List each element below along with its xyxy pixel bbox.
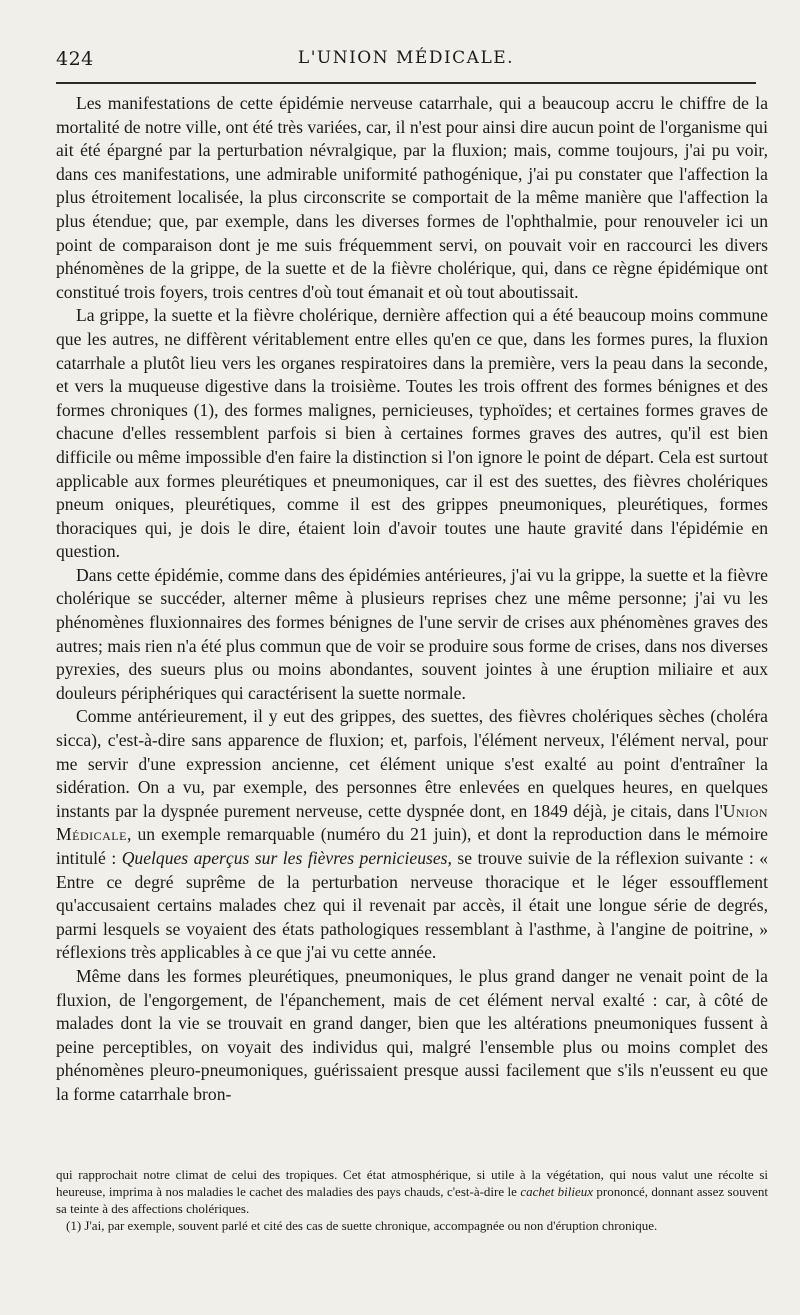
paragraph-1: Les manifestations de cette épidémie nerveuse catarrhale, qui a beaucoup accru le chiffre de la mortalité de notre ville, ont été très variées, car, il n'est pour ainsi dire aucun point de l'organisme qui ait été épargné par la perturbation névralgique, par la fluxion; mais, comme toujours, j'ai pu voir, dans ces manifestations, une admirable uniformité pathogénique, j'ai pu constater que l'affection la plus étroitement localisée, la plus circonscrite se comportait de la même manière que l'affection la plus étendue; que, par exemple, dans les diverses formes de l'ophthalmie, pour renouveler ici un point de comparaison dont je me suis fréquemment servi, on pouvait voir en raccourci les divers phénomènes de la grippe, de la suette et de la fièvre cholérique, qui, dans ce règne épidémique ont constitué trois foyers, trois centres d'où tout émanait et où tout aboutissait.	[56, 93, 768, 302]
page-number: 424	[56, 48, 94, 70]
footnote-continuation	[56, 1166, 768, 1217]
journal-name: Union Médicale	[56, 800, 768, 845]
footnote-italic-term: cachet bilieux	[520, 1184, 594, 1199]
memoir-title: Quelques aperçus sur les fièvres pernicieuses,	[121, 848, 452, 868]
paragraph-4	[56, 705, 768, 965]
page-header	[56, 48, 756, 78]
paragraph-2: La grippe, la suette et la fièvre cholérique, dernière affection qui a été beaucoup moins commune que les autres, ne diffèrent véritablement entre elles qu'en ce que, dans les formes pures, la fluxion catarrhale a plutôt lieu vers les organes respiratoires dans la première, vers la peau dans la seconde, et vers la muqueuse digestive dans la troisième. Toutes les trois offrent des formes bénignes et des formes chroniques (1), des formes malignes, pernicieuses, typhoïdes; et certaines formes graves de chacune d'elles ressemblent parfois si bien à certaines formes graves des autres, qu'il est bien difficile ou même impossible d'en faire la distinction si l'on ignore le point de départ. Cela est surtout applicable aux formes pleurétiques et pneumoniques, car il est des suettes, des fièvres cholériques pneum oniques, pleurétiques, comme il est des grippes pneumoniques, pleurétiques, formes thoraciques qui, je dois le dire, étaient loin d'avoir toutes une haute gravité dans l'épidémie en question.	[56, 305, 768, 562]
paragraph-5: Même dans les formes pleurétiques, pneumoniques, le plus grand danger ne venait point de la fluxion, de l'engorgement, de l'épanchement, mais de cet élément nerval exalté : car, à côté de malades dont la vie se trouvait en grand danger, bien que les altérations pneumoniques fussent à peine perceptibles, on voyait des individus qui, malgré l'ensemble plus ou moins complet des phénomènes pleuro-pneumoniques, guérissaient presque aussi facilement que s'ils n'eussent eu que la forme catarrhale bron-	[56, 965, 768, 1104]
footnotes	[56, 1166, 768, 1234]
footnote-continuation-text-a: qui rapprochait notre climat de celui des tropiques. Cet état atmosphérique, si utile à la végétation, qui nous valut une récolte si heureuse, imprima à nos maladies le cachet des maladies des pays chauds, c'est-à-dire le	[56, 1167, 768, 1199]
footnote-continuation-text-b: prononcé, donnant assez souvent sa teinte à des affections cholériques.	[56, 1184, 768, 1216]
footnote-1: (1) J'ai, par exemple, souvent parlé et cité des cas de suette chronique, accompagnée ou non d'éruption chronique.	[66, 1218, 658, 1233]
body-text	[56, 92, 768, 1107]
paragraph-4-text-a: Comme antérieurement, il y eut des grippes, des suettes, des fièvres cholériques sèches (choléra sicca), c'est-à-dire sans apparence de fluxion; et, parfois, l'élément nerveux, l'élément nerval, pour me servir d'une expression ancienne, cet élément unique s'est exalté au point d'entraîner la sidération. On a vu, par exemple, des personnes être enlevées en quelques heures, en quelques instants par la dyspnée purement nerveuse, cette dyspnée dont, en 1849 déjà, je citais, dans l'	[56, 706, 768, 821]
paragraph-4-text-c: se trouve suivie de la réflexion suivante : « Entre ce degré suprême de la perturbation nerveuse thoracique et le léger essoufflement qu'accusaient certains malades chez qui il revenait par accès, il était une longue série de degrés, parmi lesquels se voyaient des états pathologiques ressemblant à l'asthme, à l'angine de poitrine, » réflexions très applicables à ce que j'ai vu cette année.	[56, 848, 768, 963]
running-title: L'UNION MÉDICALE.	[297, 48, 515, 68]
header-rule	[56, 82, 756, 84]
paragraph-4-text-b: , un exemple remarquable (numéro du 21 juin), et dont la reproduction dans le mémoire intitulé :	[56, 824, 768, 868]
paragraph-3: Dans cette épidémie, comme dans des épidémies antérieures, j'ai vu la grippe, la suette et la fièvre cholérique se succéder, alterner même à plusieurs reprises chez une même personne; j'ai vu les phénomènes fluxionnaires des formes bénignes de l'une servir de crises aux phénomènes graves des autres; mais rien n'a été plus commun que de voir se produire sous forme de crises, dans nos diverses pyrexies, des sueurs plus ou moins abondantes, souvent jointes à une éruption miliaire et aux douleurs périphériques qui caractérisent la suette normale.	[56, 564, 768, 703]
